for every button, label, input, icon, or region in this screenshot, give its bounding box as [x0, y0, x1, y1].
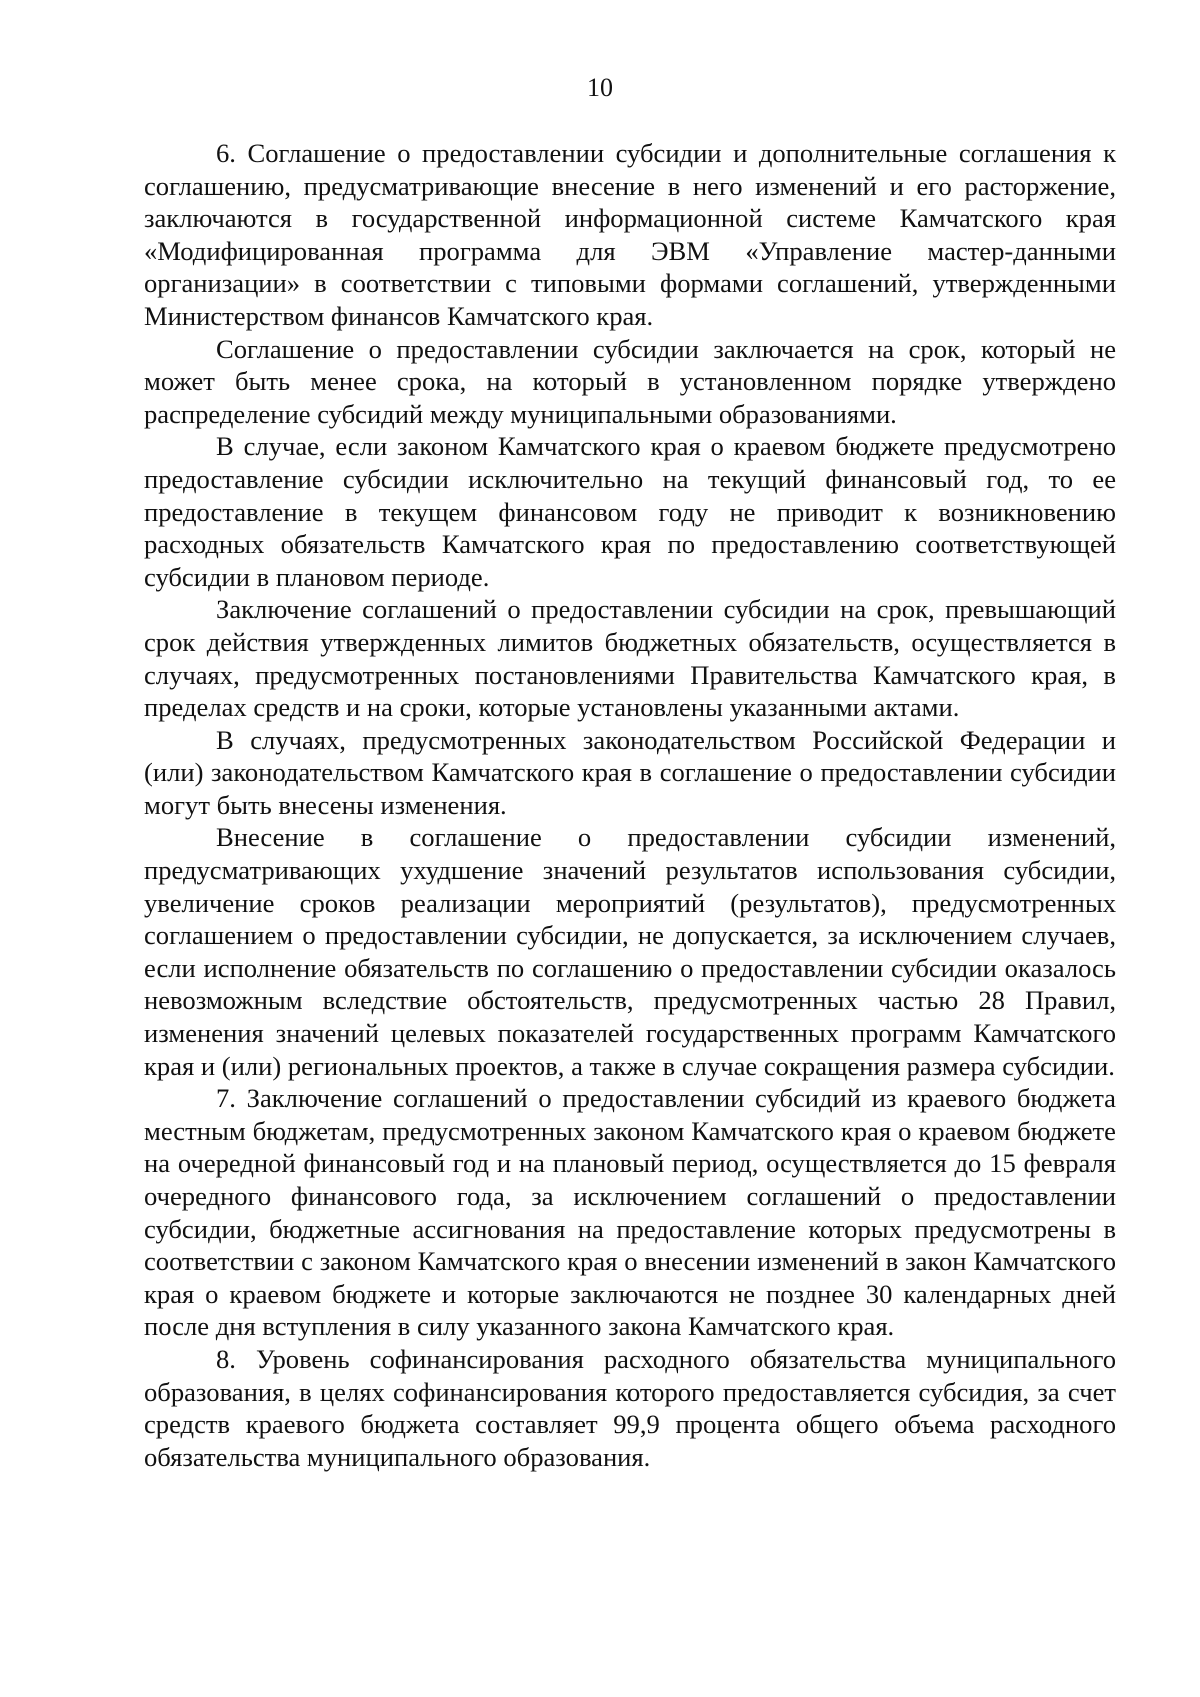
paragraph-7: 7. Заключение соглашений о предоставлении субсидий из краевого бюджета местным бюджетам, предусмотренных законом Камчатского края о краевом бюджете на очередной финансовый год и на плановый период, осуществляется до 15 февраля очередного финансового года, за исключением соглашений о предоставлении субсидии, бюджетные ассигнования на предоставление которых предусмотрены в соответствии с законом Камчатского края о внесении изменений в закон Камчатского края о краевом бюджете и которые заключаются не позднее 30 календарных дней после дня вступления в силу указанного закона Камчатского края. [144, 1083, 1116, 1342]
paragraph-8: 8. Уровень софинансирования расходного обязательства муниципального образования, в целях софинансирования которого предоставляется субсидия, за счет средств краевого бюджета составляет 99,9 процента общего объема расходного обязательства муниципального образования. [144, 1343, 1116, 1472]
paragraph-exceeding-limits: Заключение соглашений о предоставлении субсидии на срок, превышающий срок действия утвержденных лимитов бюджетных обязательств, осуществляется в случаях, предусмотренных постановлениями Правительства Камчатского края, в пределах средств и на сроки, которые установлены указанными актами. [144, 594, 1116, 723]
paragraph-amendment-restrictions: Внесение в соглашение о предоставлении субсидии изменений, предусматривающих ухудшение значений результатов использования субсидии, увеличение сроков реализации мероприятий (результатов), предусмотренных соглашением о предоставлении субсидии, не допускается, за исключением случаев, если исполнение обязательств по соглашению о предоставлении субсидии оказалось невозможным вследствие обстоятельств, предусмотренных частью 28 Правил, изменения значений целевых показателей государственных программ Камчатского края и (или) региональных проектов, а также в случае сокращения размера субсидии. [144, 822, 1116, 1081]
paragraph-amendments: В случаях, предусмотренных законодательством Российской Федерации и (или) законодательством Камчатского края в соглашение о предоставлении субсидии могут быть внесены изменения. [144, 724, 1116, 820]
paragraph-current-year-case: В случае, если законом Камчатского края о краевом бюджете предусмотрено предоставление субсидии исключительно на текущий финансовый год, то ее предоставление в текущем финансовом году не приводит к возникновению расходных обязательств Камчатского края по предоставлению соответствующей субсидии в плановом периоде. [144, 431, 1116, 592]
paragraph-6: 6. Соглашение о предоставлении субсидии и дополнительные соглашения к соглашению, предусматривающие внесение в него изменений и его расторжение, заключаются в государственной информационной системе Камчатского края «Модифицированная программа для ЭВМ «Управление мастер-данными организации» в соответствии с типовыми формами соглашений, утвержденными Министерством финансов Камчатского края. [144, 138, 1116, 331]
paragraph-agreement-term: Соглашение о предоставлении субсидии заключается на срок, который не может быть менее срока, на который в установленном порядке утверждено распределение субсидий между муниципальными образованиями. [144, 333, 1116, 429]
page-number: 10 [587, 73, 613, 102]
document-body [144, 137, 1116, 1473]
